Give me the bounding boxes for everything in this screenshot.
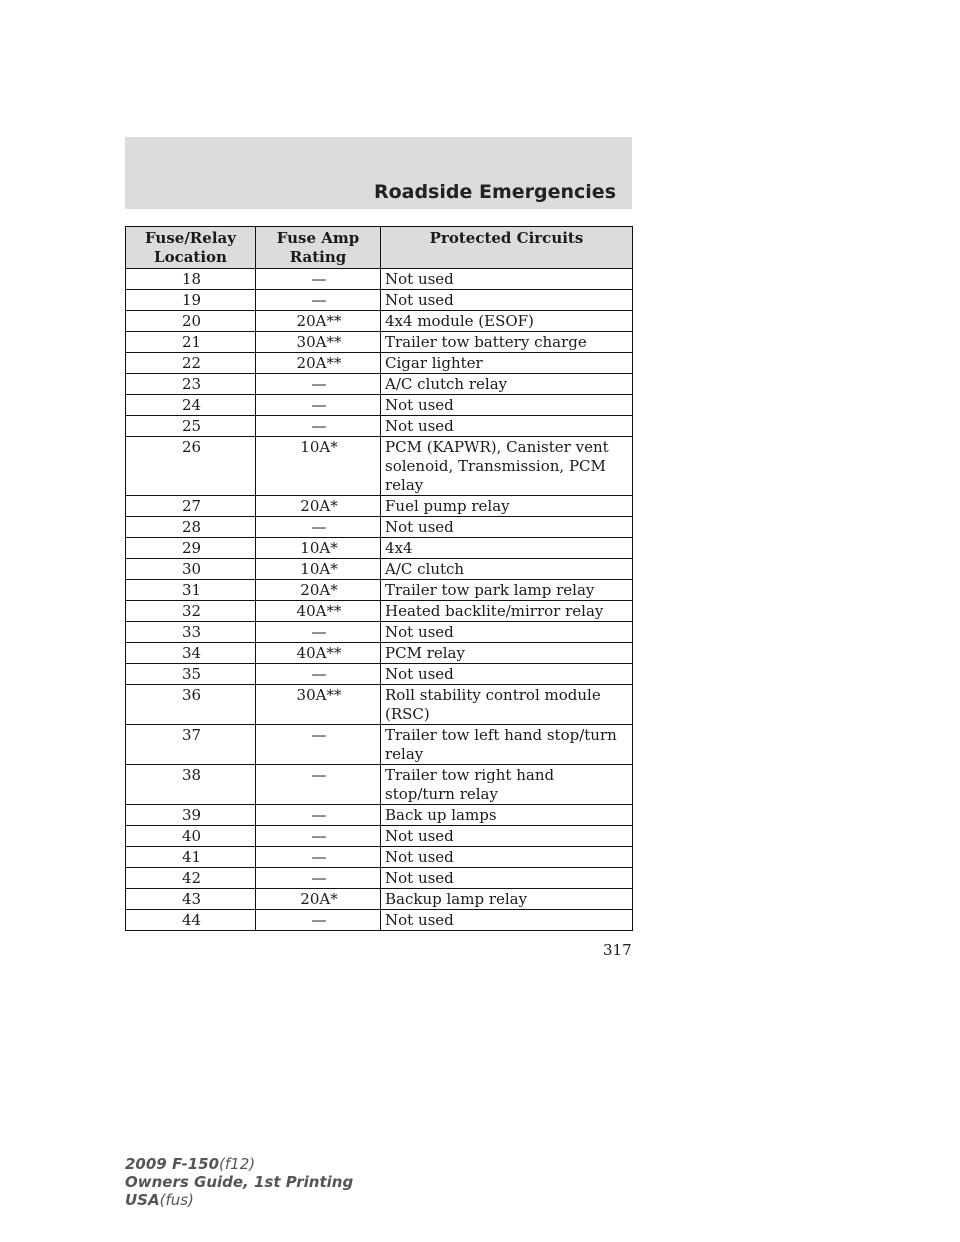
cell-rating: 30A** xyxy=(256,332,381,353)
cell-location: 24 xyxy=(126,395,256,416)
cell-circuits: Not used xyxy=(381,290,633,311)
table-row xyxy=(126,580,633,601)
cell-location: 39 xyxy=(126,805,256,826)
table-row xyxy=(126,847,633,868)
table-header-row xyxy=(126,227,633,269)
cell-location: 27 xyxy=(126,496,256,517)
cell-rating: — xyxy=(256,395,381,416)
cell-location: 35 xyxy=(126,664,256,685)
cell-location: 22 xyxy=(126,353,256,374)
cell-location: 23 xyxy=(126,374,256,395)
cell-location: 20 xyxy=(126,311,256,332)
cell-location: 43 xyxy=(126,889,256,910)
cell-rating: 20A* xyxy=(256,889,381,910)
footer-printing: Owners Guide, 1st Printing xyxy=(125,1173,354,1191)
table-row xyxy=(126,685,633,725)
section-header-band xyxy=(125,137,632,209)
cell-rating: — xyxy=(256,765,381,805)
cell-circuits: 4x4 module (ESOF) xyxy=(381,311,633,332)
cell-location: 34 xyxy=(126,643,256,664)
cell-location: 40 xyxy=(126,826,256,847)
cell-location: 33 xyxy=(126,622,256,643)
column-header-rating: Fuse Amp Rating xyxy=(256,227,381,269)
cell-location: 42 xyxy=(126,868,256,889)
cell-location: 31 xyxy=(126,580,256,601)
cell-location: 32 xyxy=(126,601,256,622)
cell-circuits: Not used xyxy=(381,622,633,643)
cell-rating: — xyxy=(256,416,381,437)
table-row xyxy=(126,805,633,826)
cell-location: 38 xyxy=(126,765,256,805)
cell-rating: 20A** xyxy=(256,353,381,374)
column-header-location: Fuse/Relay Location xyxy=(126,227,256,269)
footer-line-1 xyxy=(125,1155,353,1173)
table-row xyxy=(126,601,633,622)
cell-circuits: Not used xyxy=(381,269,633,290)
cell-circuits: Not used xyxy=(381,826,633,847)
cell-circuits: Trailer tow park lamp relay xyxy=(381,580,633,601)
fuse-table xyxy=(125,226,633,931)
cell-circuits: Heated backlite/mirror relay xyxy=(381,601,633,622)
column-header-circuits: Protected Circuits xyxy=(381,227,633,269)
section-title: Roadside Emergencies xyxy=(373,181,616,203)
cell-rating: 10A* xyxy=(256,437,381,496)
cell-rating: 20A* xyxy=(256,580,381,601)
table-row xyxy=(126,664,633,685)
cell-rating: 10A* xyxy=(256,538,381,559)
cell-circuits: Trailer tow left hand stop/turn relay xyxy=(381,725,633,765)
cell-location: 29 xyxy=(126,538,256,559)
cell-location: 44 xyxy=(126,910,256,931)
cell-location: 28 xyxy=(126,517,256,538)
cell-location: 25 xyxy=(126,416,256,437)
table-row xyxy=(126,395,633,416)
table-row xyxy=(126,868,633,889)
fuse-table-body xyxy=(126,269,633,931)
cell-rating: 20A** xyxy=(256,311,381,332)
cell-circuits: PCM (KAPWR), Canister vent solenoid, Transmission, PCM relay xyxy=(381,437,633,496)
table-row xyxy=(126,374,633,395)
cell-circuits: Roll stability control module (RSC) xyxy=(381,685,633,725)
table-row xyxy=(126,643,633,664)
table-row xyxy=(126,826,633,847)
cell-circuits: Trailer tow right hand stop/turn relay xyxy=(381,765,633,805)
table-row xyxy=(126,517,633,538)
table-row xyxy=(126,765,633,805)
cell-location: 36 xyxy=(126,685,256,725)
cell-rating: — xyxy=(256,664,381,685)
cell-circuits: Fuel pump relay xyxy=(381,496,633,517)
footer-line-2 xyxy=(125,1173,353,1191)
cell-circuits: Not used xyxy=(381,416,633,437)
cell-circuits: 4x4 xyxy=(381,538,633,559)
cell-location: 41 xyxy=(126,847,256,868)
cell-circuits: Not used xyxy=(381,664,633,685)
footer-model: 2009 F-150 xyxy=(125,1155,220,1173)
cell-rating: — xyxy=(256,826,381,847)
table-row xyxy=(126,910,633,931)
cell-rating: — xyxy=(256,269,381,290)
cell-circuits: Not used xyxy=(381,910,633,931)
table-row xyxy=(126,290,633,311)
table-row xyxy=(126,559,633,580)
table-row xyxy=(126,725,633,765)
cell-circuits: Not used xyxy=(381,868,633,889)
cell-rating: 40A** xyxy=(256,601,381,622)
cell-rating: — xyxy=(256,868,381,889)
cell-rating: 20A* xyxy=(256,496,381,517)
cell-rating: — xyxy=(256,805,381,826)
cell-circuits: A/C clutch xyxy=(381,559,633,580)
cell-circuits: Trailer tow battery charge xyxy=(381,332,633,353)
footer-market: USA xyxy=(125,1191,160,1209)
cell-circuits: A/C clutch relay xyxy=(381,374,633,395)
cell-rating: — xyxy=(256,725,381,765)
cell-location: 19 xyxy=(126,290,256,311)
cell-circuits: Back up lamps xyxy=(381,805,633,826)
cell-circuits: Not used xyxy=(381,847,633,868)
page-number: 317 xyxy=(603,941,632,959)
table-row xyxy=(126,269,633,290)
footer-line-3 xyxy=(125,1191,353,1209)
table-row xyxy=(126,416,633,437)
cell-circuits: PCM relay xyxy=(381,643,633,664)
cell-rating: — xyxy=(256,622,381,643)
table-row xyxy=(126,353,633,374)
cell-circuits: Not used xyxy=(381,517,633,538)
cell-circuits: Not used xyxy=(381,395,633,416)
table-row xyxy=(126,437,633,496)
footer-imprint xyxy=(125,1155,353,1209)
cell-rating: — xyxy=(256,910,381,931)
cell-location: 30 xyxy=(126,559,256,580)
cell-circuits: Backup lamp relay xyxy=(381,889,633,910)
table-row xyxy=(126,538,633,559)
footer-market-code: (fus) xyxy=(159,1191,194,1209)
cell-location: 21 xyxy=(126,332,256,353)
cell-location: 37 xyxy=(126,725,256,765)
cell-rating: — xyxy=(256,290,381,311)
cell-rating: 40A** xyxy=(256,643,381,664)
cell-rating: — xyxy=(256,374,381,395)
table-row xyxy=(126,889,633,910)
cell-circuits: Cigar lighter xyxy=(381,353,633,374)
table-row xyxy=(126,496,633,517)
table-row xyxy=(126,311,633,332)
table-row xyxy=(126,622,633,643)
cell-location: 18 xyxy=(126,269,256,290)
cell-rating: — xyxy=(256,847,381,868)
cell-location: 26 xyxy=(126,437,256,496)
table-row xyxy=(126,332,633,353)
cell-rating: — xyxy=(256,517,381,538)
footer-model-code: (f12) xyxy=(219,1155,256,1173)
cell-rating: 10A* xyxy=(256,559,381,580)
cell-rating: 30A** xyxy=(256,685,381,725)
